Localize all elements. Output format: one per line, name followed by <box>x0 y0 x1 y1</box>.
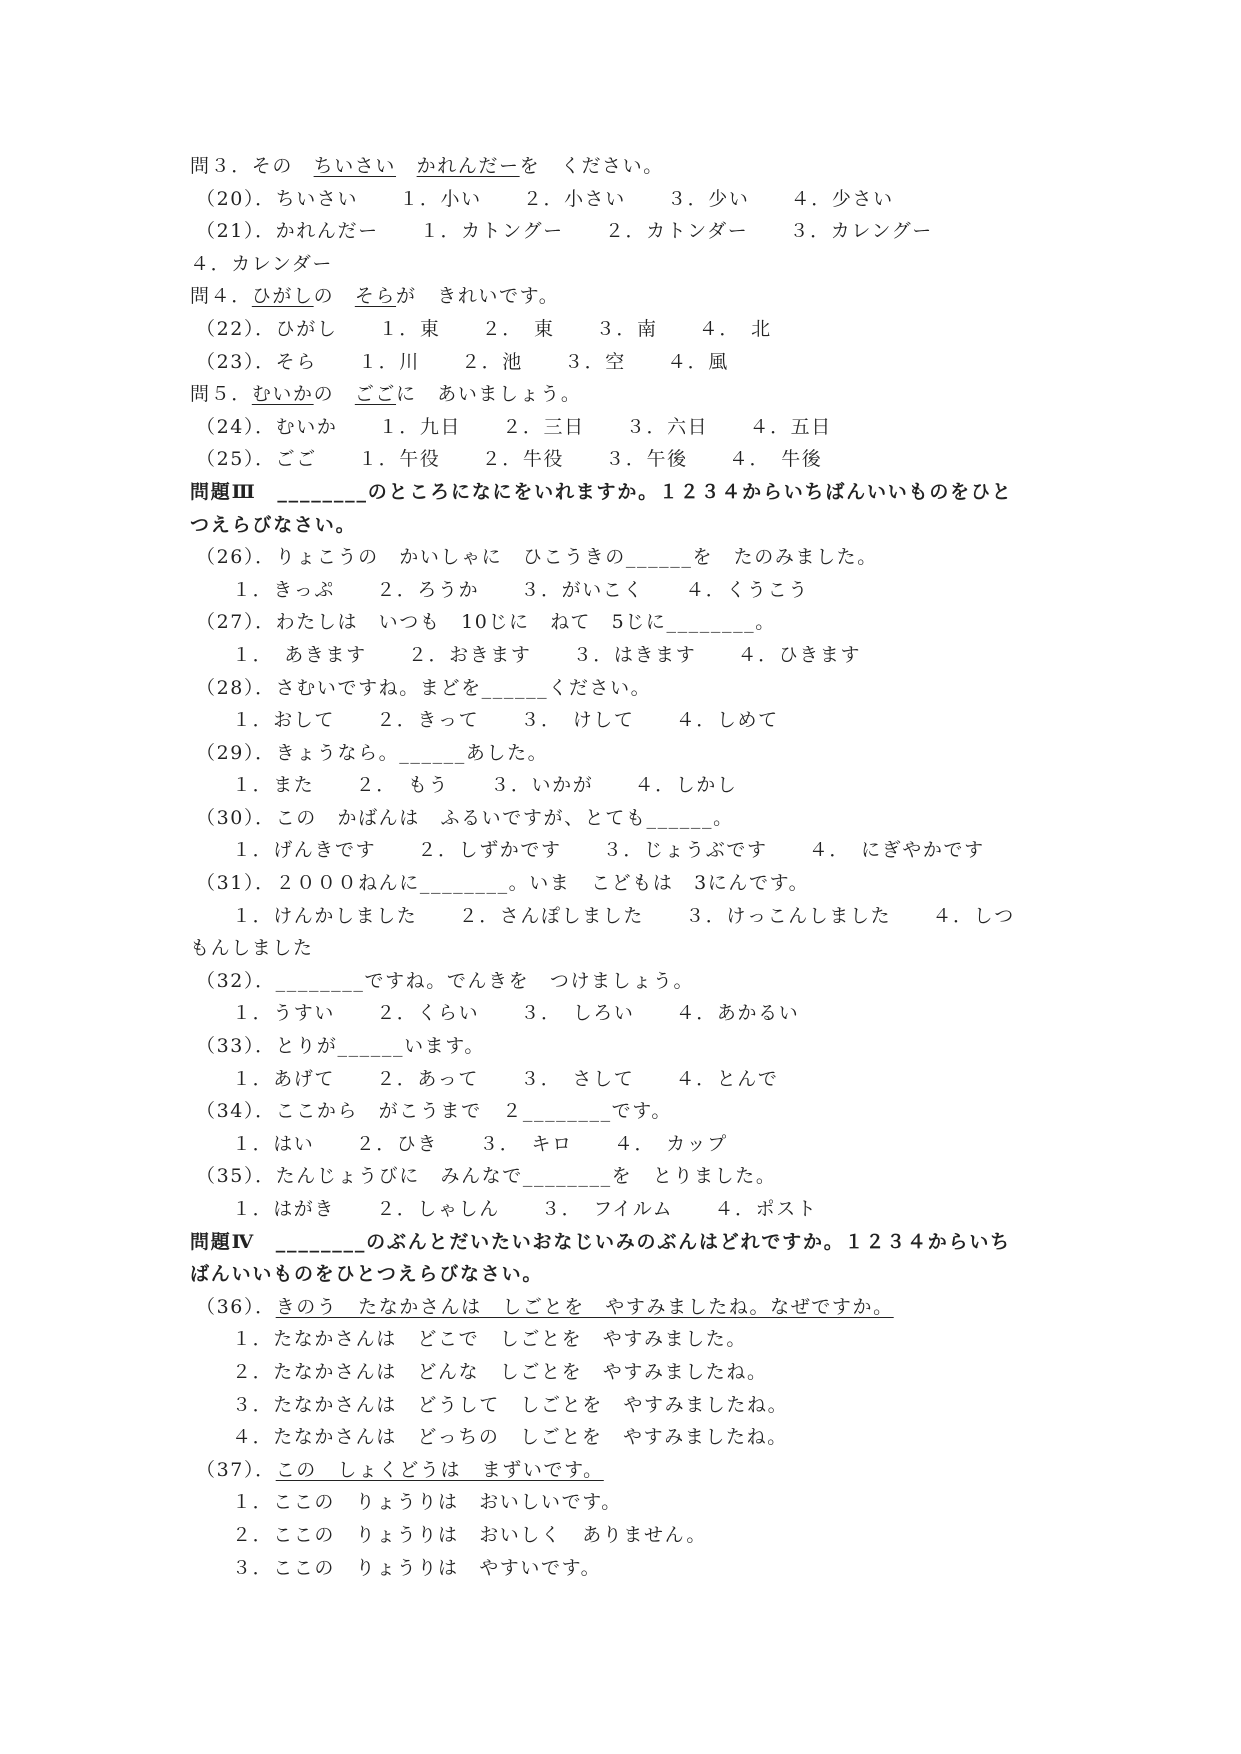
section-3-instructions <box>190 476 1070 509</box>
item-37 <box>190 1454 1070 1487</box>
text-segment: １．うすい ２．くらい ３． しろい ４．あかるい <box>232 1002 800 1025</box>
underlined-term: むいか <box>251 383 314 406</box>
text-segment: （29）．きょうなら。______あした。 <box>196 741 549 764</box>
item-34-choices <box>190 1128 1070 1161</box>
text-segment: （22）．ひがし １．東 ２． 東 ３．南 ４． 北 <box>196 317 772 340</box>
text-segment: １．けんかしました ２．さんぽしました ３．けっこんしました ４．しつ <box>232 904 1015 927</box>
text-segment: を ください。 <box>519 155 664 177</box>
text-segment: （35）．たんじょうびに みんなで________を とりました。 <box>196 1165 777 1188</box>
text-segment: （34）．ここから がこうまで ２________です。 <box>196 1100 672 1123</box>
text-segment: もんしました <box>190 937 314 960</box>
section-4-instructions-continued <box>190 1258 1070 1291</box>
underlined-term: きのう たなかさんは しごとを やすみましたね。なぜですか。 <box>275 1295 894 1318</box>
text-segment: （33）．とりが______います。 <box>196 1035 485 1058</box>
underlined-term: ごご <box>354 383 397 406</box>
text-segment: １．あげて ２．あって ３． さして ４．とんで <box>232 1067 779 1090</box>
item-36-choice-1 <box>190 1323 1070 1356</box>
text-segment: １．げんきです ２．しずかです ３．じょうぶです ４． にぎやかです <box>232 839 985 862</box>
item-32 <box>190 965 1070 998</box>
text-segment: １．はい ２．ひき ３． キロ ４． カップ <box>232 1132 728 1155</box>
item-36-choice-3 <box>190 1389 1070 1422</box>
text-segment: （31）．２０００ねんに________。いま こどもは 3にんです。 <box>196 872 810 895</box>
text-segment: １． あきます ２．おきます ３．はきます ４．ひきます <box>232 643 862 666</box>
text-segment: １．きっぷ ２．ろうか ３．がいこく ４．くうこう <box>232 578 809 601</box>
item-28 <box>190 672 1070 705</box>
item-35-choices <box>190 1193 1070 1226</box>
text-segment: （37）． <box>196 1458 276 1481</box>
item-36-choice-2 <box>190 1356 1070 1389</box>
question-5-header <box>190 378 1070 411</box>
item-21-continued <box>190 248 1070 281</box>
section-4-instructions <box>190 1226 1070 1259</box>
underlined-term: ちいさい <box>313 155 397 177</box>
item-33-choices <box>190 1063 1070 1096</box>
item-31 <box>190 867 1070 900</box>
text-segment: ４．カレンダー <box>190 252 333 275</box>
text-segment: 問題Ⅲ ________のところになにをいれますか。１２３４からいちばんいいものをひと <box>190 480 1013 503</box>
item-28-choices <box>190 704 1070 737</box>
item-37-choice-1 <box>190 1486 1070 1519</box>
text-segment: 問４． <box>190 285 252 308</box>
text-segment: １．たなかさんは どこで しごとを やすみました。 <box>232 1328 748 1351</box>
underlined-term: ひがし <box>251 285 314 308</box>
exam-content <box>190 150 1070 1584</box>
text-segment: （36）． <box>196 1295 276 1318</box>
text-segment: （23）．そら １．川 ２．池 ３．空 ４．風 <box>196 350 729 373</box>
item-30 <box>190 802 1070 835</box>
text-segment: １．はがき ２．しゃしん ３． フイルム ４．ポスト <box>232 1198 818 1220</box>
text-segment: （30）．この かばんは ふるいですが、とても______。 <box>196 806 734 829</box>
text-segment: １．また ２． もう ３．いかが ４．しかし <box>232 774 738 797</box>
item-37-choice-3 <box>190 1552 1070 1585</box>
text-segment <box>396 155 417 177</box>
item-21 <box>190 215 1070 248</box>
item-22 <box>190 313 1070 346</box>
item-24 <box>190 411 1070 444</box>
text-segment: つえらびなさい。 <box>190 513 357 536</box>
item-27-choices <box>190 639 1070 672</box>
text-segment: （25）．ごご １．午役 ２．牛役 ３．午後 ４． 牛後 <box>196 448 823 471</box>
underlined-term: かれんだー <box>416 155 520 177</box>
text-segment: の <box>313 383 355 406</box>
text-segment: の <box>313 285 355 308</box>
item-20 <box>190 183 1070 216</box>
text-segment: ２．たなかさんは どんな しごとを やすみましたね。 <box>232 1360 768 1383</box>
underlined-term: この しょくどうは まずいです。 <box>275 1458 604 1481</box>
item-34 <box>190 1095 1070 1128</box>
text-segment: ２．ここの りょうりは おいしく ありません。 <box>232 1523 707 1546</box>
item-30-choices <box>190 834 1070 867</box>
text-segment: に あいましょう。 <box>396 383 582 406</box>
item-37-choice-2 <box>190 1519 1070 1552</box>
text-segment: 問５． <box>190 383 252 406</box>
item-33 <box>190 1030 1070 1063</box>
text-segment: １．ここの りょうりは おいしいです。 <box>232 1491 622 1514</box>
text-segment: ３．ここの りょうりは やすいです。 <box>232 1556 602 1579</box>
underlined-term: そら <box>354 285 397 308</box>
text-segment: （24）．むいか １．九日 ２．三日 ３．六日 ４．五日 <box>196 415 832 438</box>
text-segment: 問題Ⅳ ________のぶんとだいたいおなじいみのぶんはどれですか。１２３４からいち <box>190 1230 1011 1253</box>
item-31-choices-continued <box>190 932 1070 965</box>
text-segment: （28）．さむいですね。まどを______ください。 <box>196 676 652 699</box>
item-29-choices <box>190 769 1070 802</box>
item-36 <box>190 1291 1070 1324</box>
item-26 <box>190 541 1070 574</box>
text-segment: 問３．その <box>190 155 314 177</box>
question-4-header <box>190 280 1070 313</box>
question-3-header <box>190 150 1070 183</box>
text-segment: （20）．ちいさい １．小い ２．小さい ３．少い ４．少さい <box>196 187 894 210</box>
text-segment: ４．たなかさんは どっちの しごとを やすみましたね。 <box>232 1426 788 1449</box>
item-32-choices <box>190 997 1070 1030</box>
item-26-choices <box>190 574 1070 607</box>
item-23 <box>190 346 1070 379</box>
text-segment: が きれいです。 <box>396 285 560 308</box>
item-27 <box>190 606 1070 639</box>
item-35 <box>190 1160 1070 1193</box>
item-25 <box>190 443 1070 476</box>
text-segment: （27）．わたしは いつも 10じに ねて 5じに________。 <box>196 611 776 634</box>
text-segment: １．おして ２．きって ３． けして ４．しめて <box>232 709 779 732</box>
text-segment: ばんいいものをひとつえらびなさい。 <box>190 1263 544 1286</box>
item-29 <box>190 737 1070 770</box>
item-31-choices <box>190 900 1070 933</box>
text-segment: （32）．________ですね。でんきを つけましょう。 <box>196 969 695 992</box>
section-3-instructions-continued <box>190 509 1070 542</box>
text-segment: ３．たなかさんは どうして しごとを やすみましたね。 <box>232 1393 789 1416</box>
text-segment: （26）．りょこうの かいしゃに ひこうきの______を たのみました。 <box>196 546 878 569</box>
text-segment: （21）．かれんだー １．カトングー ２．カトンダー ３．カレングー <box>196 220 933 243</box>
item-36-choice-4 <box>190 1421 1070 1454</box>
